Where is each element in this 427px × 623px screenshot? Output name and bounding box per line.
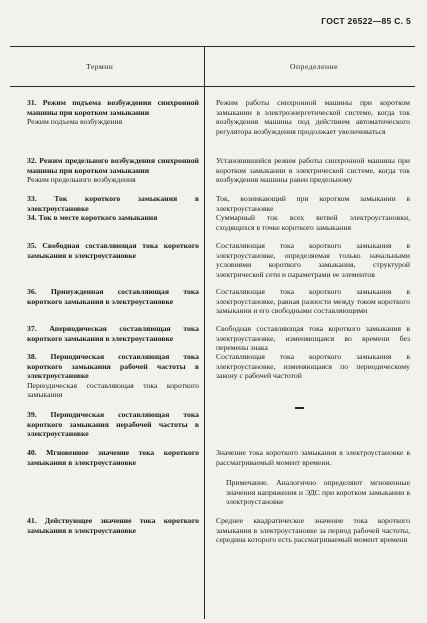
term-32: [27, 156, 199, 185]
term-40-name: 40. Мгновенное значение тока короткого замыкания в электроустановке: [27, 448, 199, 467]
term-31: [27, 98, 199, 127]
definition-41: Среднее квадратическое значение тока короткого замыкания в электроустановке за период рабочей частоты, середина которого есть рассматриваемый момент времени: [216, 516, 410, 544]
term-31-short: Режим подъема возбуждения: [27, 117, 123, 126]
term-31-name: 31. Режим подъема возбуждения синхронной машины при коротком замыкании: [27, 98, 199, 117]
term-32-short: Режим предельного возбуждения: [27, 175, 136, 184]
column-divider: [204, 47, 205, 619]
definition-40-note: Примечание. Аналогично определяют мгновенные значения напряжения и ЭДС при коротком замыкании в электроустановке: [226, 478, 410, 506]
definition-38: Составляющая тока короткого замыкания в электроустановке, изменяющаяся по периодическому закону с рабочей частотой: [216, 352, 410, 380]
definition-36: Составляющая тока короткого замыкания в электроустановке, равная разности между током короткого замыкания и его свободными составляющими: [216, 287, 410, 315]
term-35-name: 35. Свободная составляющая тока короткого замыкания в электроустановке: [27, 241, 199, 260]
table-top-rule: [10, 46, 415, 47]
term-39-name: 39. Периодическая составляющая тока короткого замыкания нерабочей частоты в электроустановке: [27, 410, 199, 438]
definition-35: Составляющая тока короткого замыкания в электроустановке, определяемая только начальными условиями короткого замыкания, структурой электрической сети и параметрами ее элементов: [216, 241, 410, 279]
definition-32: Установившийся режим работы синхронной машины при коротком замыкании в электрической системе, когда ток возбуждения машины равен предельному: [216, 156, 410, 184]
term-39: [27, 410, 199, 439]
term-38-short: Периодическая составляющая тока короткого замыкания: [27, 380, 199, 399]
definition-40: Значение тока короткого замыкания в электроустановке в рассматриваемый момент времени.: [216, 448, 410, 467]
term-38: [27, 352, 199, 400]
term-40: [27, 448, 199, 467]
column-header-definition: Определение: [290, 62, 339, 71]
term-37-name: 37. Апериодическая составляющая тока короткого замыкания в электроустановке: [27, 324, 199, 343]
term-34: [27, 213, 199, 223]
definition-37: Свободная составляющая тока короткого замыкания в электроустановке, изменяющаяся во времени без перемены знака: [216, 324, 410, 352]
term-38-name: 38. Периодическая составляющая тока короткого замыкания рабочей частоты в электроустановке: [27, 352, 199, 380]
table-header-rule: [10, 86, 415, 87]
term-35: [27, 241, 199, 260]
term-37: [27, 324, 199, 343]
definition-33: Ток, возникающий при коротком замыкании в электроустановке: [216, 194, 410, 213]
term-33: [27, 194, 199, 213]
term-36-name: 36. Принужденная составляющая тока короткого замыкания в электроустановке: [27, 287, 199, 306]
document-header: ГОСТ 26522—85 С. 5: [321, 16, 411, 26]
term-34-name: 34. Ток в месте короткого замыкания: [27, 213, 158, 222]
term-41: [27, 516, 199, 535]
term-41-name: 41. Действующее значение тока короткого замыкания в электроустановке: [27, 516, 199, 535]
term-33-name: 33. Ток короткого замыкания в электроустановке: [27, 194, 199, 213]
definition-39-dash: [295, 407, 304, 409]
term-32-name: 32. Режим предельного возбуждения синхронной машины при коротком замыкании: [27, 156, 199, 175]
definition-31: Режим работы синхронной машины при коротком замыкании в электроэнергетической системе, когда ток возбуждения машины под действием автоматического регулятора возбуждения продолжает увеличиваться: [216, 98, 410, 136]
term-36: [27, 287, 199, 306]
definition-34: Суммарный ток всех ветвей электроустановки, сходящихся в точке короткого замыкания: [216, 213, 410, 232]
column-header-term: Термин: [86, 62, 114, 71]
